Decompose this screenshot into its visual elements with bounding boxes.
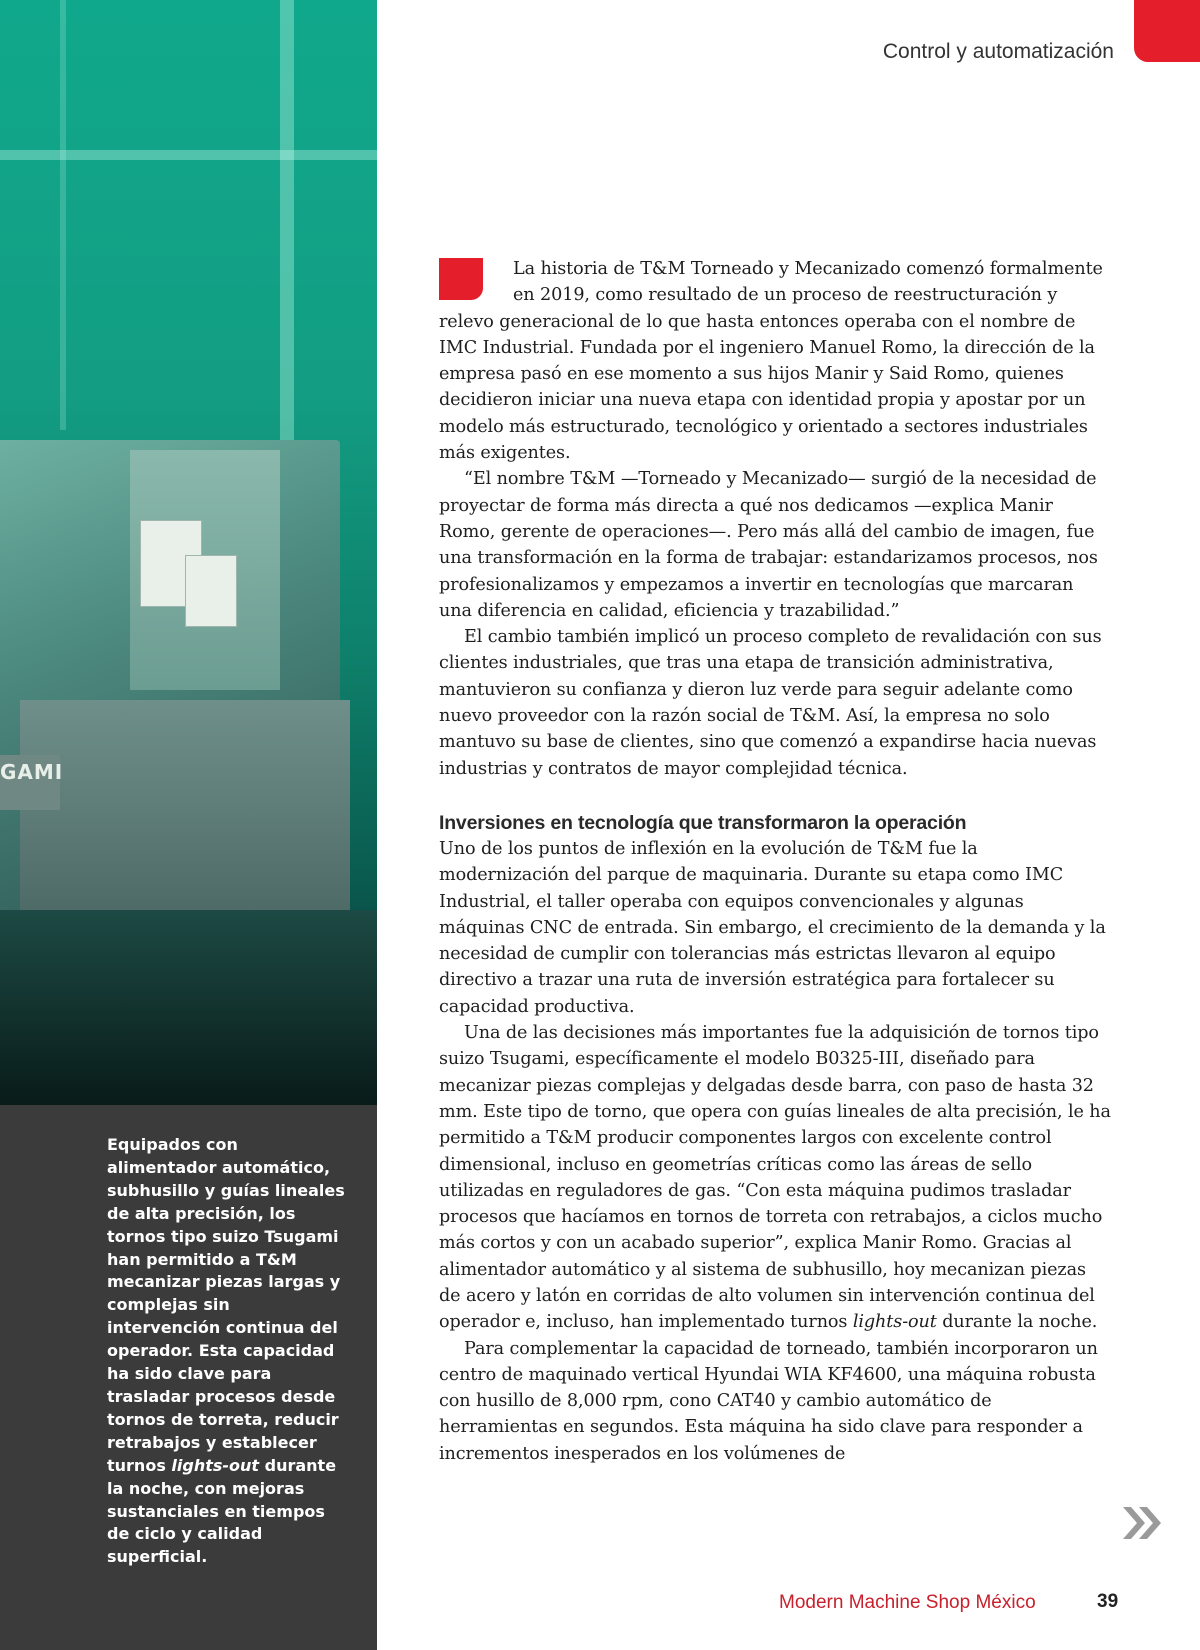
caption-text-end: durante la noche, con mejoras sustanciales en tiempos de ciclo y calidad superficial.	[107, 1455, 337, 1567]
drop-cap-block	[439, 258, 483, 300]
paragraph-text: La historia de T&M Torneado y Mecanizado comenzó formalmente en 2019, como resultado de un proceso de reestructuración y relevo generacional de lo que hasta entonces operaba con el nombre de IMC Industrial. Fundada por el ingeniero Manuel Romo, la dirección de la empresa pasó en ese momento a sus hijos Manir y Said Romo, quienes decidieron iniciar una nueva etapa con identidad propia y apostar por un modelo más estructurado, tecnológico y orientado a sectores industriales más exigentes.	[439, 259, 1103, 464]
paragraph-italic: lights-out	[852, 1312, 937, 1333]
caption-text: Equipados con alimentador automático, subhusillo y guías lineales de alta precisión, los tornos tipo suizo Tsugami han permitido a T&M mecanizar piezas largas y complejas sin intervención continua del operador. Esta capacidad ha sido clave para trasladar procesos desde tornos de torreta, reducir retrabajos y establecer turnos	[107, 1135, 345, 1475]
section-label: Control y automatización	[882, 40, 1114, 63]
page-number: 39	[1097, 1591, 1119, 1612]
paragraph-text-end: durante la noche.	[936, 1312, 1098, 1333]
photo-brand-plate: GAMI	[0, 755, 60, 810]
article-body	[439, 256, 1111, 1467]
double-chevron-right-icon	[1121, 1505, 1165, 1541]
section-tab	[1134, 0, 1200, 62]
magazine-name: Modern Machine Shop México	[779, 1592, 1036, 1613]
photo-floor	[0, 910, 377, 1105]
photo-paper-sheet	[185, 555, 237, 627]
paragraph	[439, 1020, 1111, 1336]
photo-caption	[107, 1134, 347, 1569]
photo-beam	[0, 150, 377, 160]
caption-italic: lights-out	[171, 1455, 260, 1475]
paragraph: El cambio también implicó un proceso completo de revalidación con sus clientes industriales, que tras una etapa de transición administrativa, mantuvieron su confianza y dieron luz verde para seguir adelante como nuevo proveedor con la razón social de T&M. Así, la empresa no solo mantuvo su base de clientes, sino que comenzó a expandirse hacia nuevas industrias y contratos de mayor complejidad técnica.	[439, 627, 1102, 779]
paragraph: Uno de los puntos de inflexión en la evolución de T&M fue la modernización del parque de maquinaria. Durante su etapa como IMC Industrial, el taller operaba con equipos convencionales y algunas máquinas CNC de entrada. Sin embargo, el crecimiento de la demanda y la necesidad de cumplir con tolerancias más estrictas llevaron al equipo directivo a trazar una ruta de inversión estratégica para fortalecer su capacidad productiva.	[439, 838, 1106, 1017]
paragraph: “El nombre T&M —Torneado y Mecanizado— surgió de la necesidad de proyectar de forma más directa a qué nos dedicamos —explica Manir Romo, gerente de operaciones—. Pero más allá del cambio de imagen, fue una transformación en la forma de trabajar: estandarizamos procesos, nos profesionalizamos y empezamos a invertir en tecnologías que marcaran una diferencia en calidad, eficiencia y trazabilidad.”	[439, 469, 1098, 621]
machine-photo	[0, 0, 377, 1105]
paragraph: Para complementar la capacidad de torneado, también incorporaron un centro de maquinado vertical Hyundai WIA KF4600, una máquina robusta con husillo de 8,000 rpm, cono CAT40 y cambio automático de herramientas en segundos. Esta máquina ha sido clave para responder a incrementos inesperados en los volúmenes de	[439, 1338, 1098, 1464]
paragraph-text: Una de las decisiones más importantes fue la adquisición de tornos tipo suizo Tsugami, específicamente el modelo B0325-III, diseñado para mecanizar piezas complejas y delgadas desde barra, con paso de hasta 32 mm. Este tipo de torno, que opera con guías lineales de alta precisión, le ha permitido a T&M producir componentes largos con excelente control dimensional, incluso en geometrías críticas como las áreas de sello utilizadas en reguladores de gas. “Con esta máquina pudimos trasladar procesos que hacíamos en tornos de torreta con retrabajos, a ciclos mucho más cortos y con un acabado superior”, explica Manir Romo. Gracias al alimentador automático y al sistema de subhusillo, hoy mecanizan piezas de acero y latón en corridas de alto volumen sin intervención continua del operador e, incluso, han implementado turnos	[439, 1023, 1111, 1333]
section-heading: Inversiones en tecnología que transformaron la operación	[439, 811, 967, 834]
paragraph	[439, 256, 1111, 466]
photo-machine-panel	[20, 700, 350, 910]
photo-column	[60, 0, 66, 430]
